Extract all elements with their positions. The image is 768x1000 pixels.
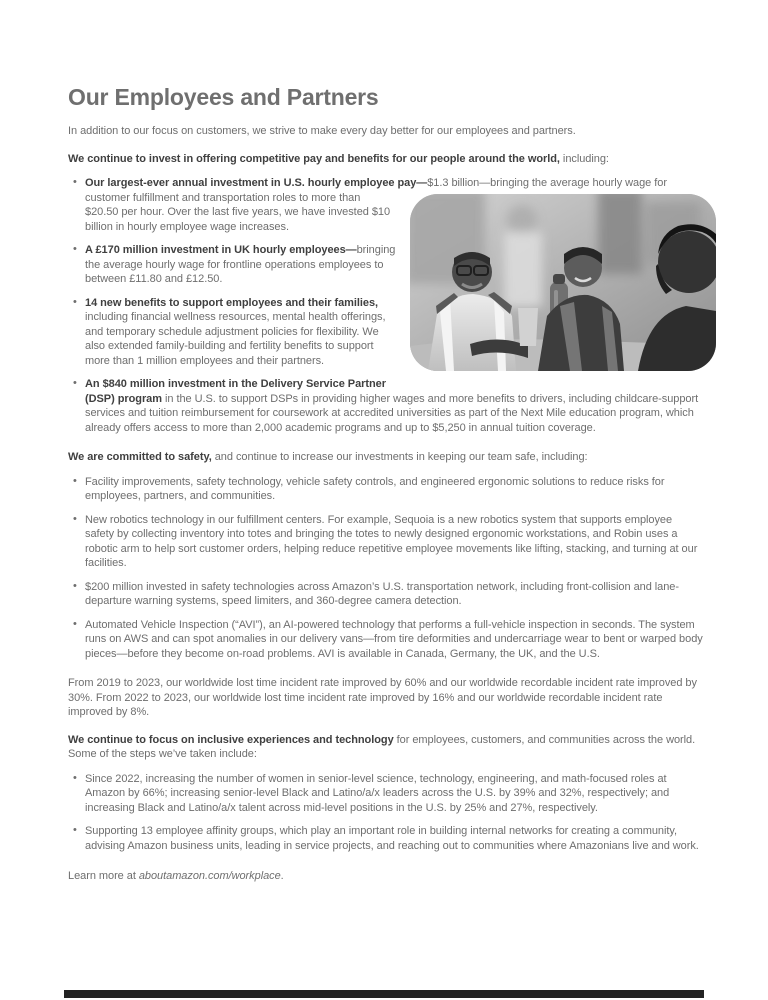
bullet-text: bringing the average hourly wage for frontline operations employees to between £11.80 and £12.50. (85, 244, 396, 285)
bullet-bold: 14 new benefits to support employees and their families, (85, 296, 379, 309)
pay-lead-paragraph (68, 152, 704, 167)
list-item (68, 296, 704, 369)
list-item: • New robotics technology in our fulfillment centers. For example, Sequoia is a new robotics system that supports employee safety by collecting inventory into totes and bringing the totes to newly designed ergonomic workstations, and Robin uses a robotic arm to help sort customer orders, helping reduce repetitive employee movements like lifting, stacking, and turning at our facilities. (68, 513, 704, 571)
list-item: • Supporting 13 employee affinity groups, which play an important role in building internal networks for creating a community, advising Amazon business units, leading in service projects, and reaching out to communities where Amazonians live and work. (68, 824, 704, 853)
safety-lead-paragraph (68, 450, 704, 465)
safety-lead-rest: and continue to increase our investments in keeping our team safe, including: (211, 451, 588, 463)
learn-more-line (68, 869, 704, 884)
list-item (68, 176, 704, 234)
list-item: • $200 million invested in safety technologies across Amazon’s U.S. transportation network, including front-collision and lane-departure warning systems, speed limiters, and 360-degree camera detection. (68, 580, 704, 609)
list-item (68, 377, 704, 435)
list-item: • Since 2022, increasing the number of women in senior-level science, technology, engineering, and math-focused roles at Amazon by 66%; increasing senior-level Black and Latino/a/x leaders across the U.S. by 39% and 32%, respectively; and increasing Black and Latino/a/x talent across mid-level positions in the U.S. by 25% and 27%, respectively. (68, 772, 704, 816)
page-title: Our Employees and Partners (68, 84, 379, 110)
inclusive-lead-paragraph (68, 733, 704, 762)
bullet-text: in the U.S. to support DSPs in providing higher wages and more benefits to drivers, including childcare-support services and tuition reimbursement for coursework at accredited universities as part of the Next Mile education program, which already offers access to more than 2,000 academic programs and up to $5,250 in annual tuition coverage. (85, 392, 699, 434)
list-item: • Automated Vehicle Inspection (“AVI”), an AI-powered technology that performs a full-vehicle inspection in seconds. The system runs on AWS and can spot anomalies in our delivery vans—from tire deformities and undercarriage wear to bent or warped body pieces—before they become on-road problems. AVI is available in Canada, Germany, the UK, and the U.S. (68, 618, 704, 662)
inclusive-lead-bold: We continue to focus on inclusive experiences and technology (68, 733, 394, 746)
inclusive-list (68, 772, 704, 854)
inclusive-lead-rest: for employees, customers, and communities across the world. Some of the steps we’ve taken include: (68, 733, 696, 760)
learn-more-suffix: . (280, 870, 284, 882)
workplace-link[interactable]: aboutamazon.com/workplace (138, 870, 281, 882)
learn-more-prefix: Learn more at (68, 870, 139, 882)
list-item: • Facility improvements, safety technology, vehicle safety controls, and engineered ergonomic solutions to reduce risks for employees, partners, and communities. (68, 475, 704, 504)
safety-list (68, 475, 704, 662)
bullet-bold: A £170 million investment in UK hourly employees— (85, 244, 357, 256)
footer-rule-bar (64, 990, 704, 998)
pay-lead-rest: including: (559, 152, 609, 165)
bullet-text: $1.3 billion—bringing the average hourly wage for customer fulfillment and transportation roles to more than $20.50 per hour. Over the last five years, we have invested $10 billion in hourly employee wage increases. (85, 177, 667, 233)
pay-lead-bold: We continue to invest in offering competitive pay and benefits for our people around the world, (68, 152, 560, 165)
bullet-text: including financial wellness resources, mental health offerings, and temporary schedule adjustment policies for flexibility. We also extended family-building and fertility benefits to support more than 1 million employees and their partners. (85, 311, 386, 367)
bullet-bold: An $840 million investment in the Delivery Service Partner (DSP) program (85, 378, 386, 405)
incident-rate-paragraph: From 2019 to 2023, our worldwide lost time incident rate improved by 60% and our worldwide recordable incident rate improved by 30%. From 2022 to 2023, our worldwide lost time incident rate improved by 16% and our worldwide recordable incident rate improved by 8%. (68, 677, 697, 718)
list-item (68, 243, 704, 287)
intro-paragraph: In addition to our focus on customers, we strive to make every day better for our employees and partners. (68, 125, 576, 137)
page-content (68, 84, 704, 884)
bullet-bold: Our largest-ever annual investment in U.S. hourly employee pay— (85, 177, 428, 189)
safety-lead-bold: We are committed to safety, (68, 451, 212, 463)
pay-benefits-list (68, 176, 704, 435)
